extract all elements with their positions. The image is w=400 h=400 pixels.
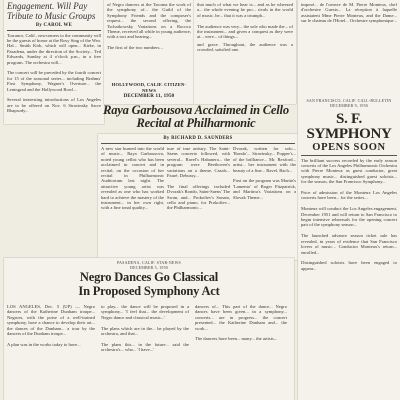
clipping-intro: imposé... de l'oeuvre de M. Pierre Monteux, chef d'orchestre Guests... La réception à laquelle assistaient Mme Pierre Monteux, and the Dame... sur le chateau de l'Hotel... Orchestre symphonique...	[301, 2, 399, 24]
clipping-negro-dances	[4, 258, 294, 400]
clipping-hollywood-column-2	[194, 0, 296, 104]
article-column: LOS ANGELES, Dec. 5 (UP) — Negro dancers of the Katherine Dunham troupe... Negroes, with the poise of a well-trained symphony, have a chance to develop their art... the dances of the Dunham... a tour by the dancers of the Dunham troupe... A plan was in the works today to have...	[7, 304, 95, 347]
article-column: ture of true artistry. The Saint-Saens concerto followed, with several... Ravel's Habanera... the program were Beethoven's variations on a theme, Casals... Fauré, Debussy... The final offerings included Dvorak's Rondo, Saint-Saens' The Swan, and... Prokofiev's Sonata, cello and piano, for Prokofiev... the Philharmonic...	[167, 146, 230, 211]
clipping-body: that much of what we hear is... and as he wheezed a... the whole evening he pro... rivals in the world of music. he... that it was a triumph... The audience was very... the sole who made the... of the instrument... and given a conquest as they were at... were... of things...	[197, 2, 294, 40]
garbousova-headline: Raya Garbousova Acclaimed in Cello Recital at Philharmonic	[103, 103, 289, 130]
clipping-body-extra: and grace. Throughout, the audience was a crowded, satisfied one.	[197, 41, 295, 53]
clipping-dateline: HOLLYWOOD, CALIF. CITIZEN-NEWS	[111, 82, 187, 93]
divider	[101, 143, 295, 144]
clipping-date: DECEMBER 11, 1950	[123, 94, 175, 99]
clipping-dateline: SAN FRANCISCO, CALIF. CALL-BULLETIN	[306, 98, 392, 103]
article-column: dancers of... This part of the dance... Negro dances have been given... in a symphony... concerts... are in progress... the concert presented... the Katherine Dunham and... the work... The dancers have been... many... the artists...	[195, 304, 287, 342]
sf-headline-line-1: S. F. SYMPHONY	[306, 111, 392, 142]
clipping-headline: Engagement. Will Pay Tribute to Music Groups	[7, 1, 96, 21]
negro-dances-headline-line-1: Negro Dances Go Classical	[79, 270, 219, 284]
clipping-body: of Negro dancers at the Tacoma the work of the symphony of... the Guild of the Symphony Friends and the composer's request... the second offering, the Tschaikowsky Variations on a Rococo Theme, received all while in young audience, with a tact and hearing... The first of the two numbers...	[107, 2, 191, 51]
clipping-dateline: PASADENA, CALIF. STAR-NEWS	[117, 260, 181, 265]
divider	[301, 155, 397, 156]
garbousova-headline-block	[96, 104, 296, 134]
sf-headline-line-2: OPENS SOON	[312, 142, 386, 153]
clipping-byline: By CAROL WE	[35, 23, 73, 28]
clipping-body: Torrance, Calif., newcomers to the community will be the guests of honor at the Rosy Sing of the Wm. Hal... Smith Kirk, which will open... Kirke, in Pasadena, under the direction of the Society... Ted Edwards, Sunday at 4 o'clock p.m., in a free program. The orchestra will... The concert will be preceded by the fourth concert for 15 of the seasonal series... including Brahms' First Symphony, Wagner's Overture... the Leningrad and the Hollywood Bowl... Several interesting introductions of Los Angeles are to be offered on Nov. 6 Stravinsky Sacre Rhapsody...	[7, 32, 101, 114]
clipping-sf-symphony	[298, 0, 400, 400]
clipping-music-groups	[4, 0, 104, 124]
clipping-date: DECEMBER 5, 1950	[130, 265, 168, 270]
article-column: A new star burned into the world of music... Raya Garbousova, noted young cellist who has been acclaimed in concert and in recital, on the occasion of her recital in Philharmonic Auditorium last night. The attractive young artist was revealed as one who has worked hard to achieve the mastery of the instrument... in her own right, with a fine tonal quality...	[101, 146, 166, 211]
clipping-byline: By RICHARD D. SAUNDERS	[163, 136, 233, 141]
article-column: Dvorak, written for solo... 'Rondo'... Stravinsky... Popper's... of the brilliance... Mr. Rexford... artist... her instrument with the beauty of a fine... Ravel, Bach... First on the program was Martin's 'Lamento' of Roger Fitzpatrick, and Martinu's Variations on a Slovak Theme...	[233, 146, 296, 200]
clipping-body: The brilliant success recorded by the early season concerts of the Los Angeles Philharmonic Orchestra with Pierre Monteux as guest conductor, great symphony music... distinguished guest soloists... for the season, the San Francisco Symphony... Price of admission of the Monteux Los Angeles concerts have been... for the series... Monteux will conduct the Los Angeles engagement, December 1951 and will return to San Francisco to begin intensive rehearsals for the opening concert pair of the symphony season... The launched advance season ticket sale has revealed, in years of evidence that San Francisco lovers of music... Conductor Monteux's return... enrolled... Distinguished soloists have been engaged to appear...	[301, 157, 397, 271]
clipping-hollywood-column-1	[104, 0, 194, 104]
article-column: to play... the dance will be proposed in a symphony... 'I feel that... the development of Negro dance and classical music...' The plans which are in the... be played by the orchestra, and that... The plans this... in the future... said the orchestra's... who... 'I have...'	[101, 304, 189, 353]
negro-dances-headline-line-2: In Proposed Symphony Act	[78, 284, 220, 298]
divider	[7, 30, 101, 31]
clipping-date: DECEMBER 9, 1950	[330, 103, 368, 108]
clipping-garbousova	[98, 134, 298, 260]
